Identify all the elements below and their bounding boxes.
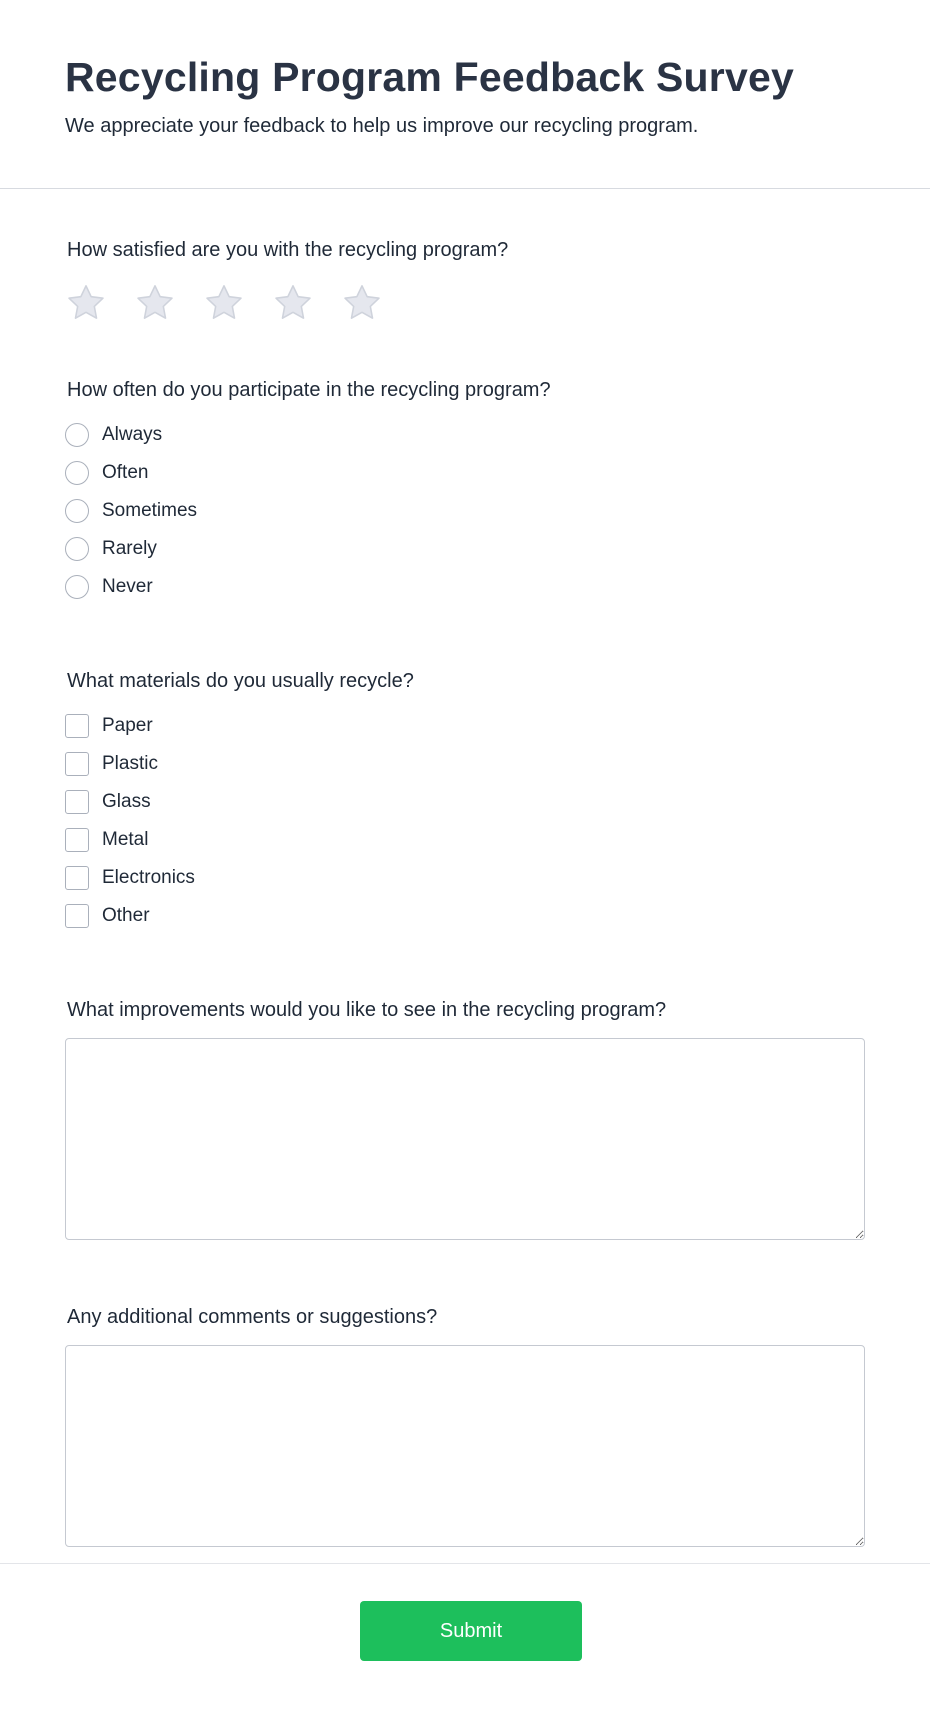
frequency-option-label: Often	[102, 462, 149, 483]
checkbox[interactable]	[65, 828, 89, 852]
material-option[interactable]	[65, 859, 865, 897]
frequency-option[interactable]	[65, 492, 865, 530]
comments-question: Any additional comments or suggestions?	[67, 1306, 438, 1328]
materials-options	[65, 707, 865, 935]
radio-button[interactable]	[65, 575, 89, 599]
satisfaction-question: How satisfied are you with the recycling program?	[67, 239, 509, 261]
checkbox[interactable]	[65, 714, 89, 738]
material-option-label: Other	[102, 905, 150, 926]
radio-button[interactable]	[65, 499, 89, 523]
materials-section	[65, 668, 865, 935]
frequency-option[interactable]	[65, 568, 865, 606]
satisfaction-section	[65, 237, 865, 324]
comments-textarea[interactable]	[65, 1345, 865, 1547]
material-option[interactable]	[65, 821, 865, 859]
checkbox[interactable]	[65, 866, 89, 890]
material-option[interactable]	[65, 783, 865, 821]
material-option-label: Paper	[102, 715, 153, 736]
improvements-section	[65, 997, 865, 1240]
comments-section	[65, 1304, 865, 1547]
frequency-option[interactable]	[65, 454, 865, 492]
material-option[interactable]	[65, 897, 865, 935]
radio-button[interactable]	[65, 423, 89, 447]
star-icon[interactable]	[203, 282, 245, 324]
star-icon[interactable]	[272, 282, 314, 324]
survey-header	[0, 0, 930, 189]
material-option-label: Metal	[102, 829, 149, 850]
material-option[interactable]	[65, 745, 865, 783]
frequency-option-label: Always	[102, 424, 163, 445]
star-icon[interactable]	[65, 282, 107, 324]
frequency-question: How often do you participate in the recycling program?	[67, 379, 551, 401]
frequency-options	[65, 416, 865, 606]
material-option[interactable]	[65, 707, 865, 745]
survey-form	[0, 237, 930, 1547]
star-icon[interactable]	[341, 282, 383, 324]
improvements-textarea[interactable]	[65, 1038, 865, 1240]
frequency-option-label: Never	[102, 576, 153, 597]
checkbox[interactable]	[65, 752, 89, 776]
submit-button[interactable]: Submit	[360, 1601, 582, 1661]
frequency-option-label: Rarely	[102, 538, 157, 559]
form-footer	[0, 1563, 930, 1710]
frequency-section	[65, 377, 865, 606]
material-option-label: Glass	[102, 791, 151, 812]
page-subtitle: We appreciate your feedback to help us improve our recycling program.	[65, 115, 699, 137]
checkbox[interactable]	[65, 904, 89, 928]
frequency-option[interactable]	[65, 416, 865, 454]
frequency-option[interactable]	[65, 530, 865, 568]
page-title: Recycling Program Feedback Survey	[65, 54, 794, 100]
radio-button[interactable]	[65, 537, 89, 561]
radio-button[interactable]	[65, 461, 89, 485]
material-option-label: Electronics	[102, 867, 195, 888]
frequency-option-label: Sometimes	[102, 500, 198, 521]
material-option-label: Plastic	[102, 753, 158, 774]
materials-question: What materials do you usually recycle?	[67, 670, 414, 692]
improvements-question: What improvements would you like to see in the recycling program?	[67, 999, 667, 1021]
checkbox[interactable]	[65, 790, 89, 814]
star-icon[interactable]	[134, 282, 176, 324]
star-rating	[65, 282, 865, 324]
